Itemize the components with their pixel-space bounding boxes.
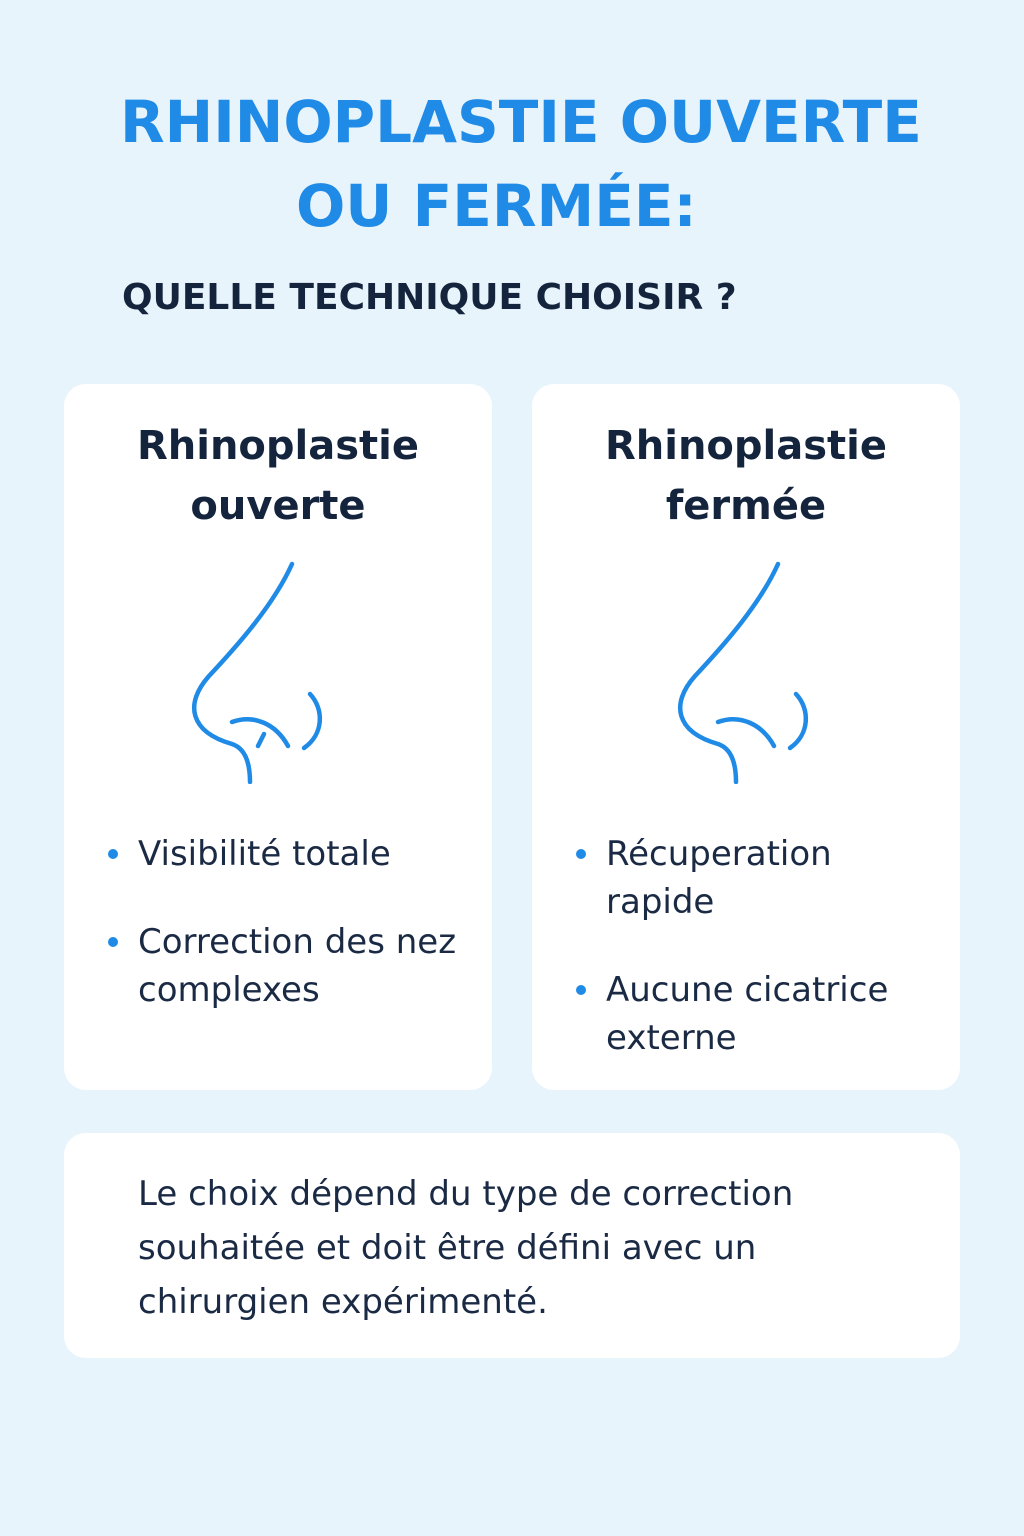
card-title-line-1: Rhinoplastie [136, 423, 420, 469]
nose-icon [670, 554, 820, 784]
bullet-dot-icon [108, 937, 118, 947]
card-title-line-2: ouverte [190, 483, 366, 529]
bullet-dot-icon [576, 849, 586, 859]
card-title-line-1: Rhinoplastie [604, 423, 888, 469]
conclusion-text: Le choix dépend du type de correction souhaitée et doit être défini avec un chirurgien expérimenté. [138, 1174, 794, 1322]
page-title-line-2: OU FERMÉE: [296, 172, 697, 240]
feature-list [104, 830, 474, 1054]
card-title [532, 416, 960, 536]
list-item-text: Correction des nez complexes [138, 922, 457, 1010]
list-item-text: Récuperation rapide [606, 834, 832, 922]
bullet-dot-icon [576, 985, 586, 995]
conclusion-card [64, 1133, 960, 1358]
card-title [64, 416, 492, 536]
list-item-text: Aucune cicatrice externe [606, 970, 889, 1058]
nose-icon [184, 554, 334, 784]
list-item [572, 830, 942, 926]
list-item [572, 966, 942, 1062]
card-closed-rhinoplasty [532, 384, 960, 1090]
card-open-rhinoplasty [64, 384, 492, 1090]
bullet-dot-icon [108, 849, 118, 859]
feature-list [572, 830, 942, 1102]
page-title-line-1: RHINOPLASTIE OUVERTE [120, 88, 922, 156]
card-title-line-2: fermée [665, 483, 827, 529]
page-subtitle: QUELLE TECHNIQUE CHOISIR ? [122, 277, 737, 318]
list-item-text: Visibilité totale [138, 834, 391, 874]
list-item [104, 830, 474, 878]
list-item [104, 918, 474, 1014]
